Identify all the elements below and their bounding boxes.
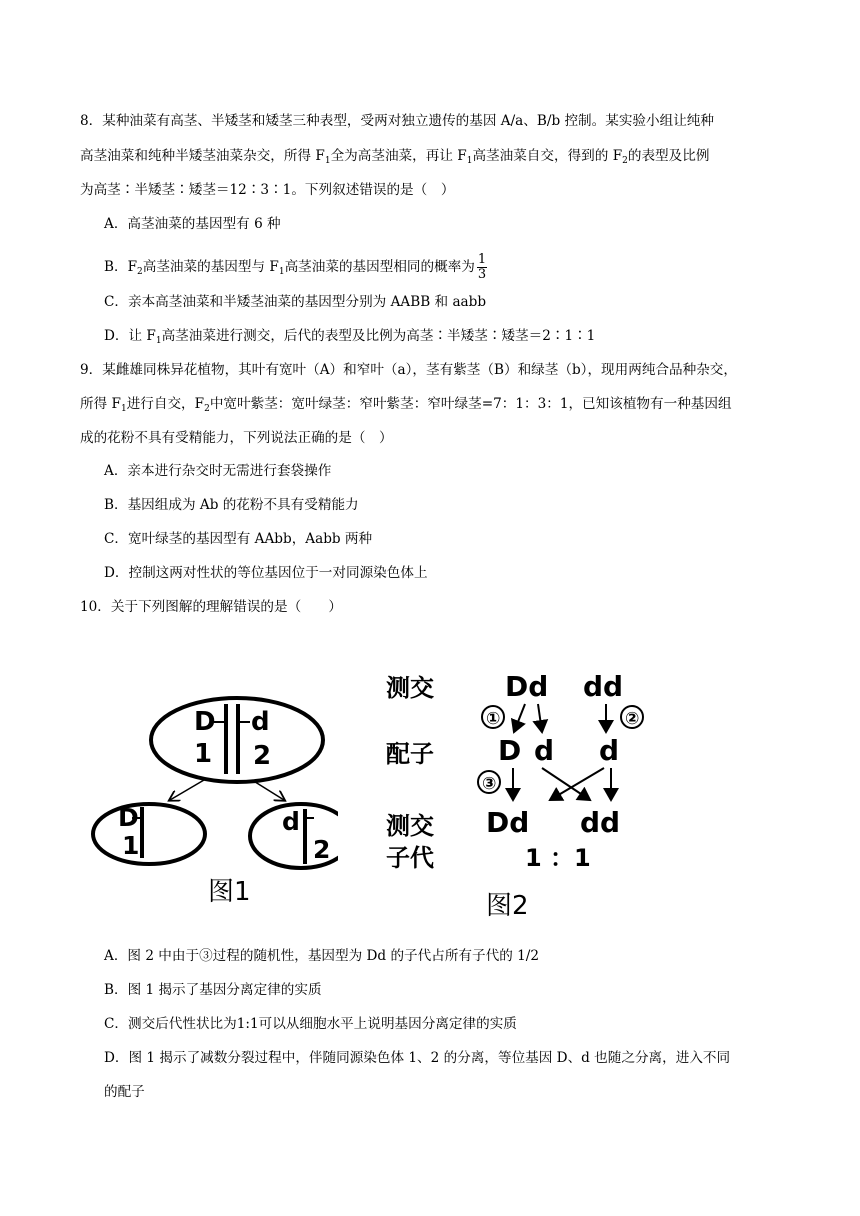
- figure-2-caption: 图2: [486, 891, 529, 921]
- fraction-one-third: $\frac{1}{3}$: [477, 252, 487, 282]
- q8-stem-line1: 8．某种油菜有高茎、半矮茎和矮茎三种表型，受两对独立遗传的基因 A/a、B/b 控制。某实验小组让纯种: [80, 113, 714, 129]
- gene-D-label: D: [194, 707, 216, 737]
- svg-text:1: 1: [122, 831, 140, 860]
- q9-stem-line1: 9．某雌雄同株异花植物，其叶有宽叶（A）和窄叶（a），茎有紫茎（B）和绿茎（b），现用两纯合品种杂交，: [80, 362, 737, 378]
- q8-stem-line2: 高茎油菜和纯种半矮茎油菜杂交，所得 $F_1$全为高茎油菜，再让 $F_1$高茎油菜自交，得到的 $F_2$的表型及比例: [80, 148, 710, 166]
- gamete-d-left: d: [534, 734, 555, 767]
- figure-1-caption: 图1: [208, 877, 251, 907]
- row-label-testcross-offspring-2: 子代: [386, 844, 434, 872]
- q9-stem-line3: 成的花粉不具有受精能力，下列说法正确的是（ ）: [80, 430, 393, 446]
- step-2: ②: [625, 709, 640, 729]
- arrow-left: [170, 780, 204, 800]
- q9-option-a: A．亲本进行杂交时无需进行套袋操作: [104, 463, 332, 479]
- figure-2: [380, 662, 660, 924]
- svg-text:2: 2: [313, 835, 331, 864]
- offspring-dd: dd: [580, 806, 621, 839]
- step-3: ③: [482, 774, 497, 794]
- chromosome-2-label: 2: [253, 741, 272, 771]
- q8-option-c: C．亲本高茎油菜和半矮茎油菜的基因型分别为 AABB 和 aabb: [104, 294, 487, 310]
- q10-option-d-line2: 的配子: [104, 1084, 145, 1100]
- q8-option-d: D．让 $F_1$高茎油菜进行测交，后代的表型及比例为高茎∶半矮茎∶矮茎＝2∶1∶1: [104, 328, 596, 346]
- gamete-d-right: d: [599, 734, 620, 767]
- q9-stem-line2: 所得 $F_1$进行自交，$F_2$中宽叶紫茎：宽叶绿茎：窄叶紫茎：窄叶绿茎=7：1：3：1，已知该植物有一种基因组: [80, 396, 732, 414]
- gene-d-label: d: [251, 707, 270, 737]
- daughter-cell-left: [93, 804, 205, 864]
- arrow-right: [252, 780, 284, 800]
- q10-option-c: C．测交后代性状比为1:1可以从细胞水平上说明基因分离定律的实质: [104, 1016, 517, 1032]
- parent-dd: dd: [583, 670, 624, 703]
- parent-Dd: Dd: [505, 670, 549, 703]
- offspring-Dd: Dd: [486, 806, 530, 839]
- q9-option-d: D．控制这两对性状的等位基因位于一对同源染色体上: [104, 565, 428, 581]
- ratio-label: 1 ：1: [525, 844, 591, 872]
- q10-option-d-line1: D．图 1 揭示了减数分裂过程中，伴随同源染色体 1、2 的分离，等位基因 D、d 也随之分离，进入不同: [104, 1050, 731, 1066]
- q9-option-b: B．基因组成为 Ab 的花粉不具有受精能力: [104, 497, 359, 513]
- svg-text:D: D: [118, 803, 139, 832]
- q10-option-b: B．图 1 揭示了基因分离定律的实质: [104, 982, 322, 998]
- q10-stem: 10．关于下列图解的理解错误的是（ ）: [80, 599, 342, 615]
- q8-option-b: B．$F_2$高茎油菜的基因型与 $F_1$高茎油菜的基因型相同的概率为 $\frac{1}{3}$: [104, 252, 487, 282]
- q8-stem-line3: 为高茎∶半矮茎∶矮茎＝12∶3∶1。下列叙述错误的是（ ）: [80, 182, 455, 198]
- q8-option-a: A．高茎油菜的基因型有 6 种: [104, 216, 281, 232]
- q9-option-c: C．宽叶绿茎的基因型有 AAbb，Aabb 两种: [104, 531, 373, 547]
- step-1: ①: [486, 709, 501, 729]
- gamete-D: D: [498, 734, 522, 767]
- row-label-testcross-offspring-1: 测交: [386, 812, 434, 840]
- svg-text:d: d: [282, 807, 300, 836]
- q10-option-a: A．图 2 中由于③过程的随机性，基因型为 Dd 的子代占所有子代的 1/2: [104, 948, 539, 964]
- row-label-gamete: 配子: [386, 740, 434, 768]
- row-label-testcross: 测交: [386, 674, 434, 702]
- chromosome-1-label: 1: [194, 739, 213, 769]
- figure-1: [88, 690, 338, 920]
